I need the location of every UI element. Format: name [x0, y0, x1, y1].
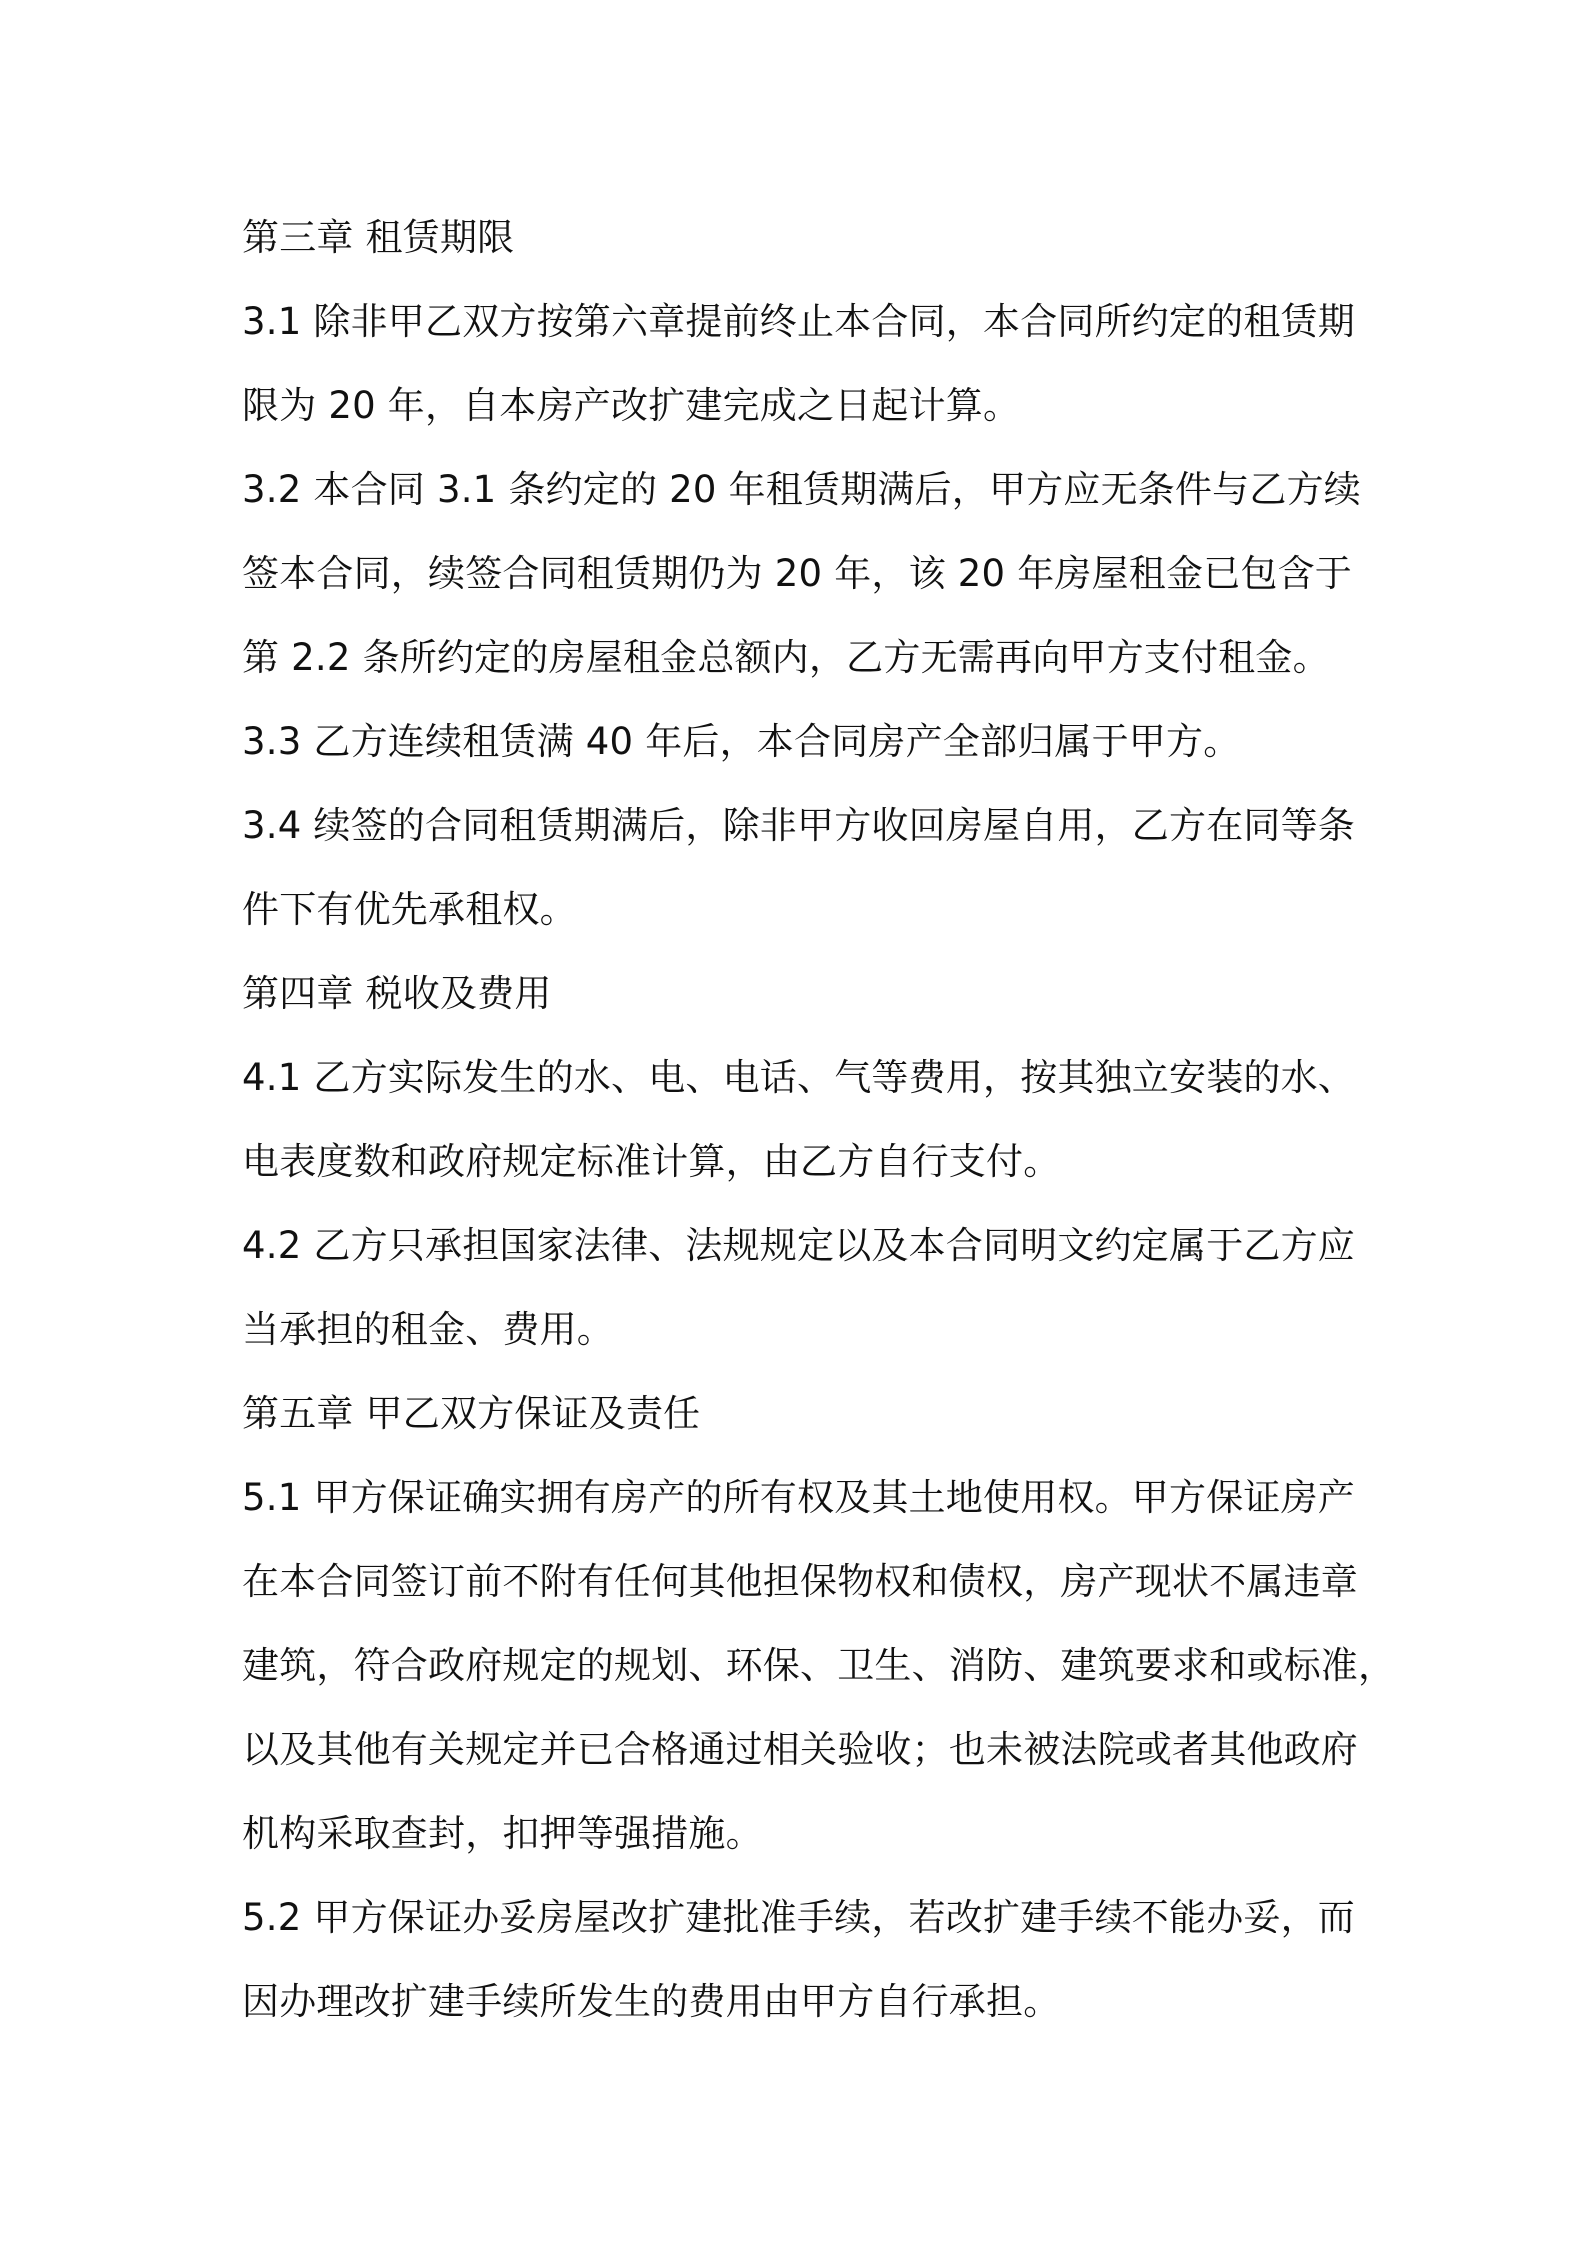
clause-3-4-line-1: 3.4 续签的合同租赁期满后，除非甲方收回房屋自用，乙方在同等条: [242, 804, 1356, 847]
clause-5-1-line-4: 以及其他有关规定并已合格通过相关验收；也未被法院或者其他政府: [242, 1728, 1358, 1771]
clause-5-1-line-1: 5.1 甲方保证确实拥有房产的所有权及其土地使用权。甲方保证房产: [242, 1476, 1356, 1519]
clause-4-2-line-2: 当承担的租金、费用。: [242, 1308, 614, 1351]
clause-3-2-line-3: 第 2.2 条所约定的房屋租金总额内，乙方无需再向甲方支付租金。: [242, 636, 1330, 679]
clause-3-1-line-1: 3.1 除非甲乙双方按第六章提前终止本合同，本合同所约定的租赁期: [242, 300, 1356, 343]
clause-3-4-line-2: 件下有优先承租权。: [242, 888, 577, 931]
clause-3-3: 3.3 乙方连续租赁满 40 年后，本合同房产全部归属于甲方。: [242, 720, 1241, 763]
clause-3-2-line-1: 3.2 本合同 3.1 条约定的 20 年租赁期满后，甲方应无条件与乙方续: [242, 468, 1361, 511]
clause-5-1-line-2: 在本合同签订前不附有任何其他担保物权和债权，房产现状不属违章: [242, 1560, 1358, 1603]
clause-5-1-line-3: 建筑，符合政府规定的规划、环保、卫生、消防、建筑要求和或标准，: [242, 1644, 1396, 1687]
clause-5-1-line-5: 机构采取查封，扣押等强措施。: [242, 1812, 763, 1855]
chapter-5-heading: 第五章 甲乙双方保证及责任: [242, 1392, 701, 1435]
chapter-3-heading: 第三章 租赁期限: [242, 216, 515, 259]
document-body: [242, 196, 1396, 2044]
clause-5-2-line-2: 因办理改扩建手续所发生的费用由甲方自行承担。: [242, 1980, 1061, 2023]
clause-4-2-line-1: 4.2 乙方只承担国家法律、法规规定以及本合同明文约定属于乙方应: [242, 1224, 1356, 1267]
clause-3-1-line-2: 限为 20 年，自本房产改扩建完成之日起计算。: [242, 384, 1021, 427]
clause-3-2-line-2: 签本合同，续签合同租赁期仍为 20 年，该 20 年房屋租金已包含于: [242, 552, 1353, 595]
chapter-4-heading: 第四章 税收及费用: [242, 972, 552, 1015]
clause-5-2-line-1: 5.2 甲方保证办妥房屋改扩建批准手续，若改扩建手续不能办妥，而: [242, 1896, 1356, 1939]
clause-4-1-line-1: 4.1 乙方实际发生的水、电、电话、气等费用，按其独立安装的水、: [242, 1056, 1356, 1099]
clause-4-1-line-2: 电表度数和政府规定标准计算，由乙方自行支付。: [242, 1140, 1061, 1183]
